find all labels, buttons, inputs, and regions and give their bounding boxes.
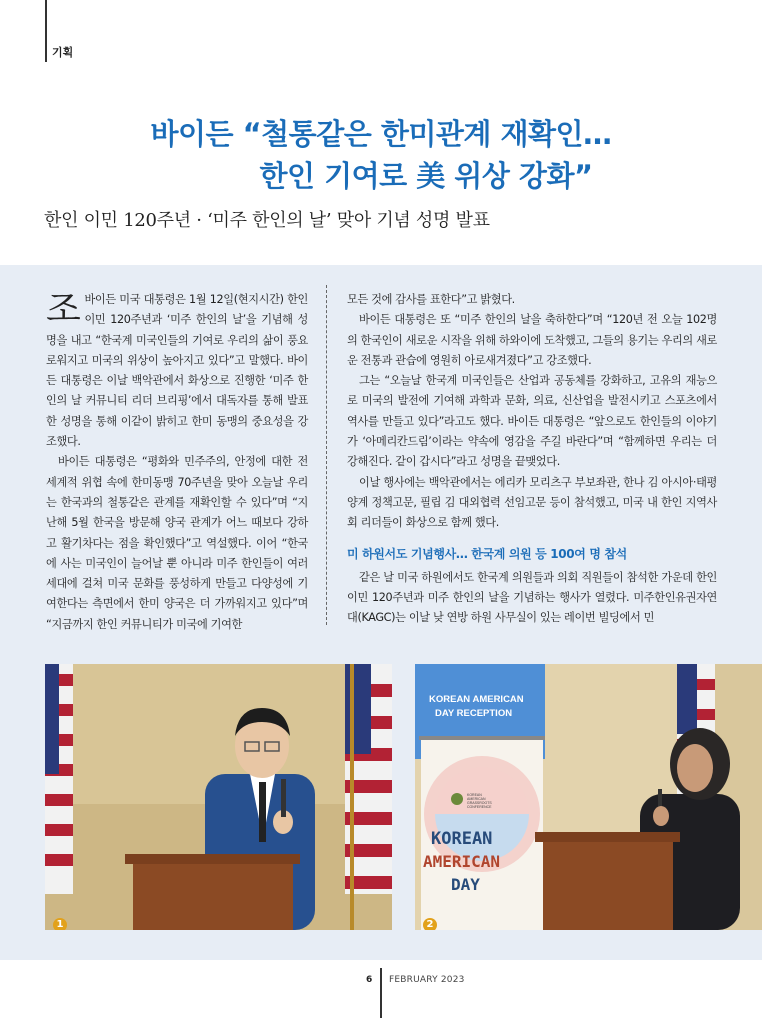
photo-speaker-woman-illustration [415,664,762,930]
photo-speaker-woman [415,664,762,930]
korean-american-day-banner [419,736,545,930]
photo-speaker-man-illustration [45,664,392,930]
photo-number-badge: 1 [53,918,67,930]
us-flag-right [345,664,392,930]
podium [125,854,300,930]
photo-number-badge: 2 [423,918,437,930]
article-column-right [347,290,717,629]
article-column-left [46,290,308,635]
paragraph: 바이든 대통령은 또 “미주 한인의 날을 축하한다”며 “120년 전 오늘 102명의 한국인이 새로운 시작을 위해 하와이에 도착했고, 그들의 용기는 우리의 새로운 전통과 관습에 영원히 아로새겨졌다”고 강조했다. [347,313,717,367]
paragraph-text: 바이든 미국 대통령은 1월 12일(현지시간) 한인 이민 120주년과 ‘미주 한인의 날’을 기념해 성명을 내고 “한국계 미국인들의 기여로 우리의 삶이 풍요로워지고 미국의 위상이 높아지고 있다”고 말했다. 바이든 대통령은 이날 백악관에서 화상으로 진행한 ‘미주 한인의 날 커뮤니티 리더 브리핑’에서 대독자를 통해 발표한 성명을 통해 이같이 밝히고 한미 동맹의 중요성을 강조했다. [46,293,308,449]
us-flag-left [45,664,73,894]
headline-line2: 한인 기여로 美 위상 강화” [259,159,593,193]
issue-date: FEBRUARY 2023 [389,975,465,985]
photo-speaker-man [45,664,392,930]
section-subheading: 미 하원서도 기념행사… 한국계 의원 등 100여 명 참석 [347,546,627,561]
banner-small-text-line4: CONFERENCE [467,805,492,809]
footer-rule [380,968,382,1018]
banner-small-text-line3: GRASSROOTS [467,801,492,805]
subheadline: 한인 이민 120주년 · ‘미주 한인의 날’ 맞아 기념 성명 발표 [44,210,490,231]
paragraph: 이날 행사에는 백악관에서는 에리카 모리츠구 부보좌관, 한나 김 아시아·태평양계 정책고문, 필립 김 대외협력 선임고문 등이 참석했고, 미국 내 한인 지역사회 리더들이 화상으로 함께 했다. [347,475,717,530]
banner-small-text-line2: AMERICAN [467,797,486,801]
banner-text-line3: DAY [451,875,480,894]
headline-line1: 바이든 “철통같은 한미관계 재확인… [150,117,612,151]
banner-small-text-line1: KOREAN [467,793,482,797]
banner-text-line2: AMERICAN [423,852,501,871]
paragraph [46,290,308,452]
screen-text-line2: DAY RECEPTION [435,708,513,719]
banner-text-line1: KOREAN [431,829,493,849]
screen-text-line1: KOREAN AMERICAN [429,694,524,705]
paragraph: 모든 것에 감사를 표한다”고 밝혔다. [347,293,515,306]
paragraph: 같은 날 미국 하원에서도 한국계 의원들과 의회 직원들이 참석한 가운데 한인 이민 120주년과 미주 한인의 날을 기념하는 행사가 열렸다. 미주한인유권자연대(KAGC)는 이날 낮 연방 하원 사무실이 있는 레이번 빌딩에서 민 [347,570,717,625]
section-label: 기획 [52,46,74,59]
paragraph: 그는 “오늘날 한국계 미국인들은 산업과 공동체를 강화하고, 고유의 재능으로 미국의 발전에 기여해 과학과 문화, 의료, 신산업을 발전시키고 스포츠에서 역사를 만들고 있다”라고도 했다. 바이든 대통령은 “앞으로도 한인들의 이야기가 ‘아메리칸드림’이라는 약속에 영감을 주길 바란다”며 “함께하면 우리는 더 강해진다. 같이 갑시다”라고 성명을 끝맺었다. [347,374,717,469]
paragraph: 바이든 대통령은 “평화와 민주주의, 안정에 대한 전 세계적 위협 속에 한미동맹 70주년을 맞아 오늘날 우리는 한국과의 철통같은 관계를 재확인할 수 있다”며 “지난해 5월 한국을 방문해 양국 관계가 어느 때보다 강하고 활기차다는 점을 확인했다”고 역설했다. 이어 “한국에 사는 미국인이 늘어날 뿐 아니라 미주 한인들이 여러 세대에 걸쳐 미국 문화를 풍성하게 만들고 다양성에 기여한다는 측면에서 한미 양국은 더 가까워지고 있다”며 “지금까지 한인 커뮤니티가 미국에 기여한 [46,455,308,631]
section-rule [45,0,47,62]
page-number: 6 [366,975,373,985]
headline [0,113,762,197]
podium [535,832,680,930]
column-divider [326,285,327,625]
drop-cap: 조 [46,289,81,330]
